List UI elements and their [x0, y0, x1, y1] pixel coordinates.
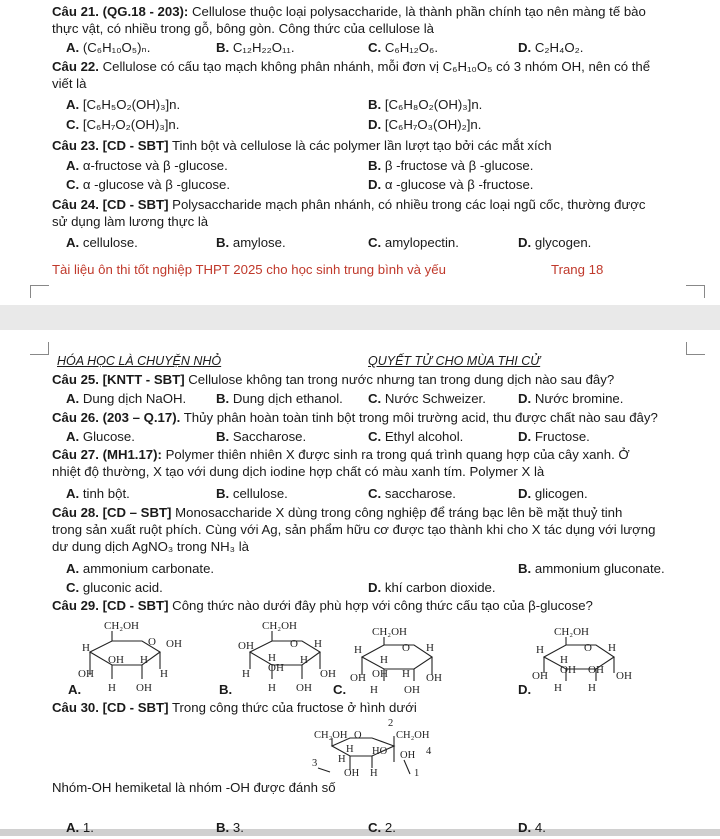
- option-c: 2.: [384, 820, 396, 835]
- svg-text:H: H: [380, 654, 388, 666]
- svg-text:O: O: [148, 636, 156, 648]
- svg-text:H: H: [268, 652, 276, 664]
- option-c: α -glucose và β -glucose.: [82, 177, 231, 192]
- svg-text:H: H: [160, 668, 168, 680]
- question-30: Câu 30. [CD - SBT] Trong công thức của fructose ở hình dưới: [52, 700, 417, 715]
- q28-options-ab: A. ammonium carbonate. B. ammonium gluconate.: [66, 561, 665, 576]
- option-b: B.: [219, 682, 233, 697]
- option-a: [C₆H₅O₂(OH)₃]n.: [82, 97, 181, 112]
- q30-options: A. 1. B. 3. C. 2. D. 4.: [0, 819, 720, 836]
- header-right: QUYẾT TỬ CHO MÙA THI CỬ: [368, 354, 541, 368]
- option-d: D.: [518, 682, 532, 697]
- option-c: Ethyl alcohol.: [384, 429, 464, 444]
- svg-text:H: H: [346, 744, 354, 755]
- crop-mark: [686, 285, 705, 298]
- option-c: saccharose.: [384, 486, 456, 501]
- svg-text:OH: OH: [320, 668, 336, 680]
- option-c: C₆H₁₂O₆.: [384, 40, 439, 55]
- option-d: khí carbon dioxide.: [384, 580, 496, 595]
- page-18: [0, 0, 720, 305]
- svg-text:OH: OH: [268, 662, 284, 674]
- svg-text:H: H: [554, 682, 562, 694]
- option-a: Dung dịch NaOH.: [82, 391, 187, 406]
- option-a: cellulose.: [82, 235, 138, 250]
- svg-text:OH: OH: [532, 670, 548, 682]
- option-b: Saccharose.: [232, 429, 307, 444]
- fructose-structure: [310, 716, 450, 778]
- crop-mark: [30, 342, 49, 355]
- crop-mark: [30, 285, 49, 298]
- option-a: A.: [68, 682, 82, 697]
- svg-text:H: H: [354, 644, 362, 656]
- svg-text:OH: OH: [404, 684, 420, 696]
- svg-text:O: O: [354, 730, 362, 741]
- question-24: Câu 24. [CD - SBT] Polysaccharide mạch phân nhánh, có nhiều trong các loại ngũ cốc, thường được sử dụng làm lương thực là: [52, 197, 646, 229]
- q22-options-ab: A. [C₆H₅O₂(OH)₃]n. B. [C₆H₈O₂(OH)₃]n.: [66, 97, 483, 112]
- svg-text:CH₂OH: CH₂OH: [554, 626, 590, 638]
- crop-mark: [686, 342, 705, 355]
- q29-options: [0, 681, 720, 698]
- option-d: α -glucose và β -fructose.: [384, 177, 534, 192]
- option-d: Fructose.: [534, 429, 590, 444]
- option-a: 1.: [82, 820, 94, 835]
- svg-text:H: H: [268, 682, 276, 694]
- option-d: C₂H₄O₂.: [534, 40, 584, 55]
- option-a: ammonium carbonate.: [82, 561, 215, 576]
- svg-text:OH: OH: [136, 682, 152, 694]
- svg-text:OH: OH: [372, 668, 388, 680]
- option-b: 3.: [232, 820, 244, 835]
- question-number: Câu 21. (QG.18 - 203):: [52, 4, 189, 19]
- q21-options: A. (C₆H₁₀O₅)ₙ. B. C₁₂H₂₂O₁₁. C. C₆H₁₂O₆. D. C₂H₄O₂.: [66, 40, 584, 55]
- page-number: Trang 18: [551, 262, 604, 277]
- q22-options-cd: C. [C₆H₇O₂(OH)₃]n. D. [C₆H₇O₃(OH)₂]n.: [66, 117, 482, 132]
- svg-text:OH: OH: [426, 672, 442, 684]
- footer-title: Tài liệu ôn thi tốt nghiệp THPT 2025 cho học sinh trung bình và yếu: [52, 262, 446, 277]
- svg-text:H: H: [242, 668, 250, 680]
- option-b: cellulose.: [232, 486, 288, 501]
- option-c: gluconic acid.: [82, 580, 163, 595]
- option-a: α-fructose và β -glucose.: [82, 158, 228, 173]
- svg-text:1: 1: [414, 768, 420, 778]
- q23-options-ab: A. α-fructose và β -glucose. B. β -fructose và β -glucose.: [66, 158, 534, 173]
- q25-options: A. Dung dịch NaOH. B. Dung dịch ethanol. C. Nước Schweizer. D. Nước bromine.: [66, 391, 624, 406]
- svg-text:OH: OH: [350, 672, 366, 684]
- question-28: Câu 28. [CD – SBT] Monosaccharide X dùng trong công nghiệp để tráng bạc lên bề mặt thuỷ tinh trong sản xuất ruột phích. Cùng với Ag, sản phẩm hữu cơ được tạo thành khi cho X tác dụng với lượng dư dung dịch AgNO₃ trong NH₃ là: [52, 505, 656, 554]
- option-d: Nước bromine.: [534, 391, 624, 406]
- svg-text:O: O: [402, 642, 410, 654]
- option-c: amylopectin.: [384, 235, 459, 250]
- q30-prompt: Nhóm-OH hemiketal là nhóm -OH được đánh số: [52, 780, 336, 795]
- svg-text:CH₂OH: CH₂OH: [372, 626, 408, 638]
- svg-text:H: H: [588, 682, 596, 694]
- option-c: C.: [333, 682, 347, 697]
- question-23: Câu 23. [CD - SBT] Tinh bột và cellulose là các polymer lần lượt tạo bởi các mắt xích: [52, 138, 552, 153]
- header-left: HÓA HỌC LÀ CHUYỆN NHỎ: [57, 354, 222, 368]
- svg-text:O: O: [584, 642, 592, 654]
- option-a: (C₆H₁₀O₅)ₙ.: [82, 40, 151, 55]
- option-d: [C₆H₇O₃(OH)₂]n.: [384, 117, 482, 132]
- svg-text:CH₂OH: CH₂OH: [396, 730, 430, 741]
- option-c: [C₆H₇O₂(OH)₃]n.: [82, 117, 180, 132]
- svg-text:O: O: [290, 638, 298, 650]
- svg-text:H: H: [338, 754, 346, 765]
- svg-text:H: H: [402, 668, 410, 680]
- option-b: amylose.: [232, 235, 286, 250]
- option-a: Glucose.: [82, 429, 135, 444]
- svg-text:OH: OH: [238, 640, 254, 652]
- svg-text:OH: OH: [78, 668, 94, 680]
- option-d: glicogen.: [534, 486, 588, 501]
- svg-text:H: H: [536, 644, 544, 656]
- question-text: Cellulose thuộc loại polysaccharide, là thành phần chính tạo nên màng tế bào: [192, 4, 646, 19]
- svg-text:H: H: [370, 684, 378, 696]
- svg-text:OH: OH: [296, 682, 312, 694]
- svg-text:H: H: [140, 654, 148, 666]
- svg-text:H: H: [426, 642, 434, 654]
- svg-text:OH: OH: [400, 750, 416, 761]
- q28-options-cd: C. gluconic acid. D. khí carbon dioxide.: [66, 580, 496, 595]
- svg-text:CH₂OH: CH₂OH: [314, 730, 348, 741]
- svg-text:OH: OH: [166, 638, 182, 650]
- svg-text:3: 3: [312, 758, 318, 769]
- option-b: Dung dịch ethanol.: [232, 391, 343, 406]
- option-d: 4.: [534, 820, 546, 835]
- option-b: ammonium gluconate.: [534, 561, 665, 576]
- q23-options-cd: C. α -glucose và β -glucose. D. α -glucose và β -fructose.: [66, 177, 534, 192]
- question-22: Câu 22. Cellulose có cấu tạo mạch không phân nhánh, mỗi đơn vị C₆H₁₀O₅ có 3 nhóm OH, nên có thể viết là: [52, 59, 651, 91]
- page-gap: [0, 305, 720, 330]
- question-26: Câu 26. (203 – Q.17). Thủy phân hoàn toàn tinh bột trong môi trường acid, thu được chất nào sau đây?: [52, 410, 658, 425]
- svg-text:4: 4: [426, 746, 432, 757]
- svg-text:CH₂OH: CH₂OH: [262, 620, 298, 632]
- option-c: Nước Schweizer.: [384, 391, 486, 406]
- svg-text:OH: OH: [108, 654, 124, 666]
- svg-text:OH: OH: [616, 670, 632, 682]
- option-b: C₁₂H₂₂O₁₁.: [232, 40, 295, 55]
- question-29: Câu 29. [CD - SBT] Công thức nào dưới đây phù hợp với công thức cấu tạo của β-glucose?: [52, 598, 593, 613]
- q24-options: A. cellulose. B. amylose. C. amylopectin. D. glycogen.: [66, 235, 592, 250]
- svg-text:H: H: [108, 682, 116, 694]
- question-21: [52, 3, 692, 37]
- option-b: [C₆H₈O₂(OH)₃]n.: [384, 97, 483, 112]
- option-a: tinh bột.: [82, 486, 130, 501]
- svg-text:H: H: [608, 642, 616, 654]
- svg-text:OH: OH: [588, 664, 604, 676]
- svg-text:CH₂OH: CH₂OH: [104, 620, 140, 632]
- svg-text:2: 2: [388, 718, 394, 729]
- svg-text:HO: HO: [372, 746, 388, 757]
- svg-text:H: H: [300, 654, 308, 666]
- option-b: β -fructose và β -glucose.: [384, 158, 534, 173]
- svg-text:H: H: [82, 642, 90, 654]
- svg-text:OH: OH: [560, 664, 576, 676]
- option-d: glycogen.: [534, 235, 592, 250]
- question-25: Câu 25. [KNTT - SBT] Cellulose không tan trong nước nhưng tan trong dung dịch nào sau đây?: [52, 372, 615, 387]
- svg-text:H: H: [314, 638, 322, 650]
- q27-options: A. tinh bột. B. cellulose. C. saccharose. D. glicogen.: [66, 486, 588, 501]
- svg-text:H: H: [370, 768, 378, 778]
- svg-text:H: H: [560, 654, 568, 666]
- svg-text:OH: OH: [344, 768, 360, 778]
- q26-options: A. Glucose. B. Saccharose. C. Ethyl alcohol. D. Fructose.: [66, 429, 590, 444]
- question-text-cont: thực vật, có nhiều trong gỗ, bông gòn. Công thức của cellulose là: [52, 21, 435, 36]
- question-27: Câu 27. (MH1.17): Polymer thiên nhiên X được sinh ra trong quá trình quang hợp của cây xanh. Ở nhiệt độ thường, X tạo với dung dịch iodine hợp chất có màu xanh tím. Polymer X là: [52, 447, 630, 479]
